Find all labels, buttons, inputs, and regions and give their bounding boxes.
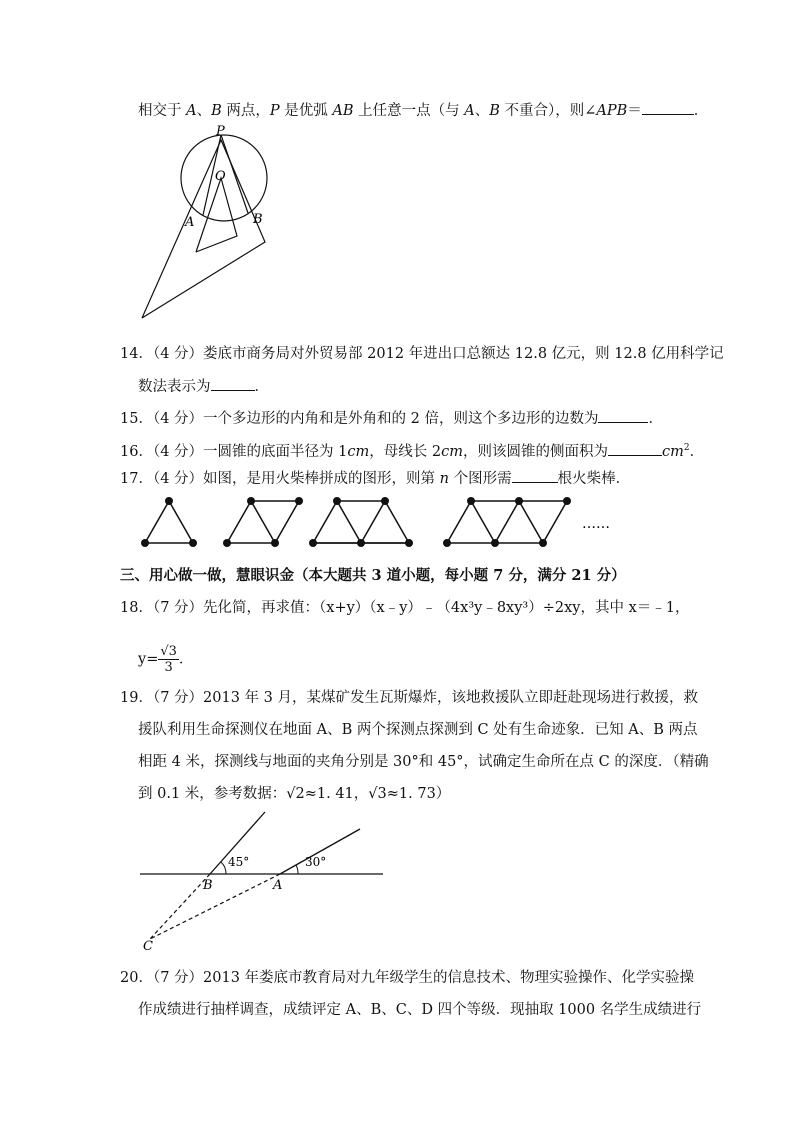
- label-b: B: [253, 212, 263, 227]
- q13-text: 不重合），则∠: [499, 103, 597, 119]
- q13-end: ．: [693, 103, 709, 119]
- q16-unit: cm: [661, 443, 684, 460]
- q13-text: 、: [474, 103, 490, 119]
- q15-text: 15．（4 分）一个多边形的内角和是外角和的 2 倍，则这个多边形的边数为: [120, 411, 599, 427]
- q16-end: ．: [689, 443, 705, 460]
- label-30: 30°: [305, 855, 327, 869]
- q14-text: 14．（4 分）娄底市商务局对外贸易部 2012 年进出口总额达 12.8 亿元，则 12.8 亿用科学记: [120, 346, 724, 362]
- q13-text: 是优弧: [279, 103, 333, 119]
- q13-var-p: P: [269, 103, 280, 119]
- q16-sup: 2: [683, 443, 690, 453]
- q19-text: 19．（7 分）2013 年 3 月，某煤矿发生瓦斯爆炸，该地救援队立即赶赴现场进行救援，救: [120, 690, 698, 706]
- label-a2: A: [273, 878, 283, 893]
- label-b2: B: [203, 878, 213, 893]
- label-a: A: [185, 215, 195, 230]
- q13-var-b: B: [211, 103, 222, 119]
- q13-var-b: B: [489, 103, 500, 119]
- q13-var-apb: APB: [596, 103, 628, 119]
- q14-text: 数法表示为: [138, 379, 211, 395]
- q17-text: 个图形需: [449, 471, 512, 487]
- arc-30: [296, 865, 298, 874]
- q20-text: 20．（7 分）2013 年娄底市教育局对九年级学生的信息技术、物理实验操作、化学实验操: [120, 970, 695, 986]
- arc-45: [221, 862, 226, 874]
- q20-line1: [120, 968, 694, 988]
- q17-var-n: n: [439, 471, 449, 487]
- q17-text: 根火柴棒．: [557, 471, 631, 487]
- label-45: 45°: [228, 855, 250, 869]
- label-p: P: [216, 124, 225, 139]
- label-o: O: [215, 169, 226, 184]
- q19-text: 到 0.1 米，参考数据：√2≈1. 41，√3≈1. 73）: [138, 786, 451, 802]
- dash-ac: [150, 874, 283, 939]
- q20-text: 作成绩进行抽样调查，成绩评定 A、B、C、D 四个等级．现抽取 1000 名学生成绩进行: [138, 1002, 702, 1018]
- q18-denominator: 3: [164, 660, 173, 675]
- q16-unit: cm: [347, 443, 370, 460]
- q16-text: ，母线长 2: [369, 443, 442, 460]
- q17-text: 17．（4 分）如图，是用火柴棒拼成的图形，则第: [120, 471, 440, 487]
- q15-end: ．: [648, 411, 663, 427]
- q13-var-a: A: [464, 103, 475, 119]
- section-3-text: 三、用心做一做，慧眼识金（本大题共 3 道小题，每小题 7 分，满分 21 分）: [120, 567, 626, 584]
- q16-text: ，则该圆锥的侧面积为: [462, 443, 608, 460]
- q13-text: 两点，: [221, 103, 270, 119]
- q18-y: y=: [138, 651, 159, 668]
- q17-ellipsis: ……: [582, 516, 610, 532]
- q19-text: 相距 4 米，探测线与地面的夹角分别是 30°和 45°，试确定生命所在点 C 的深度．（精确: [138, 754, 709, 770]
- q18-text: 18．（7 分）先化简，再求值：（x+y）（x﹣y）﹣（4x³y﹣8xy³）÷2xy，其中 x＝﹣1，: [120, 600, 690, 616]
- q16-unit: cm: [441, 443, 463, 460]
- q20-line2: [138, 1000, 701, 1020]
- q19-text: 援队利用生命探测仪在地面 A、B 两个探测点探测到 C 处有生命迹象．已知 A、B 两点: [138, 722, 698, 738]
- q13-text: 相交于: [138, 103, 187, 119]
- dash-bc: [150, 874, 210, 939]
- q13-text: 、: [196, 103, 212, 119]
- q13-var-ab: AB: [332, 103, 354, 119]
- q13-text: 上任意一点（与: [353, 103, 465, 119]
- q13-var-a: A: [186, 103, 197, 119]
- q16-text: 16．（4 分）一圆锥的底面半径为 1: [120, 443, 348, 460]
- q18-end: ．: [178, 651, 194, 668]
- q13-text: ＝: [627, 103, 642, 119]
- q14-end: ．: [254, 379, 269, 395]
- label-c: C: [143, 939, 153, 954]
- q18-numerator: √3: [160, 644, 177, 659]
